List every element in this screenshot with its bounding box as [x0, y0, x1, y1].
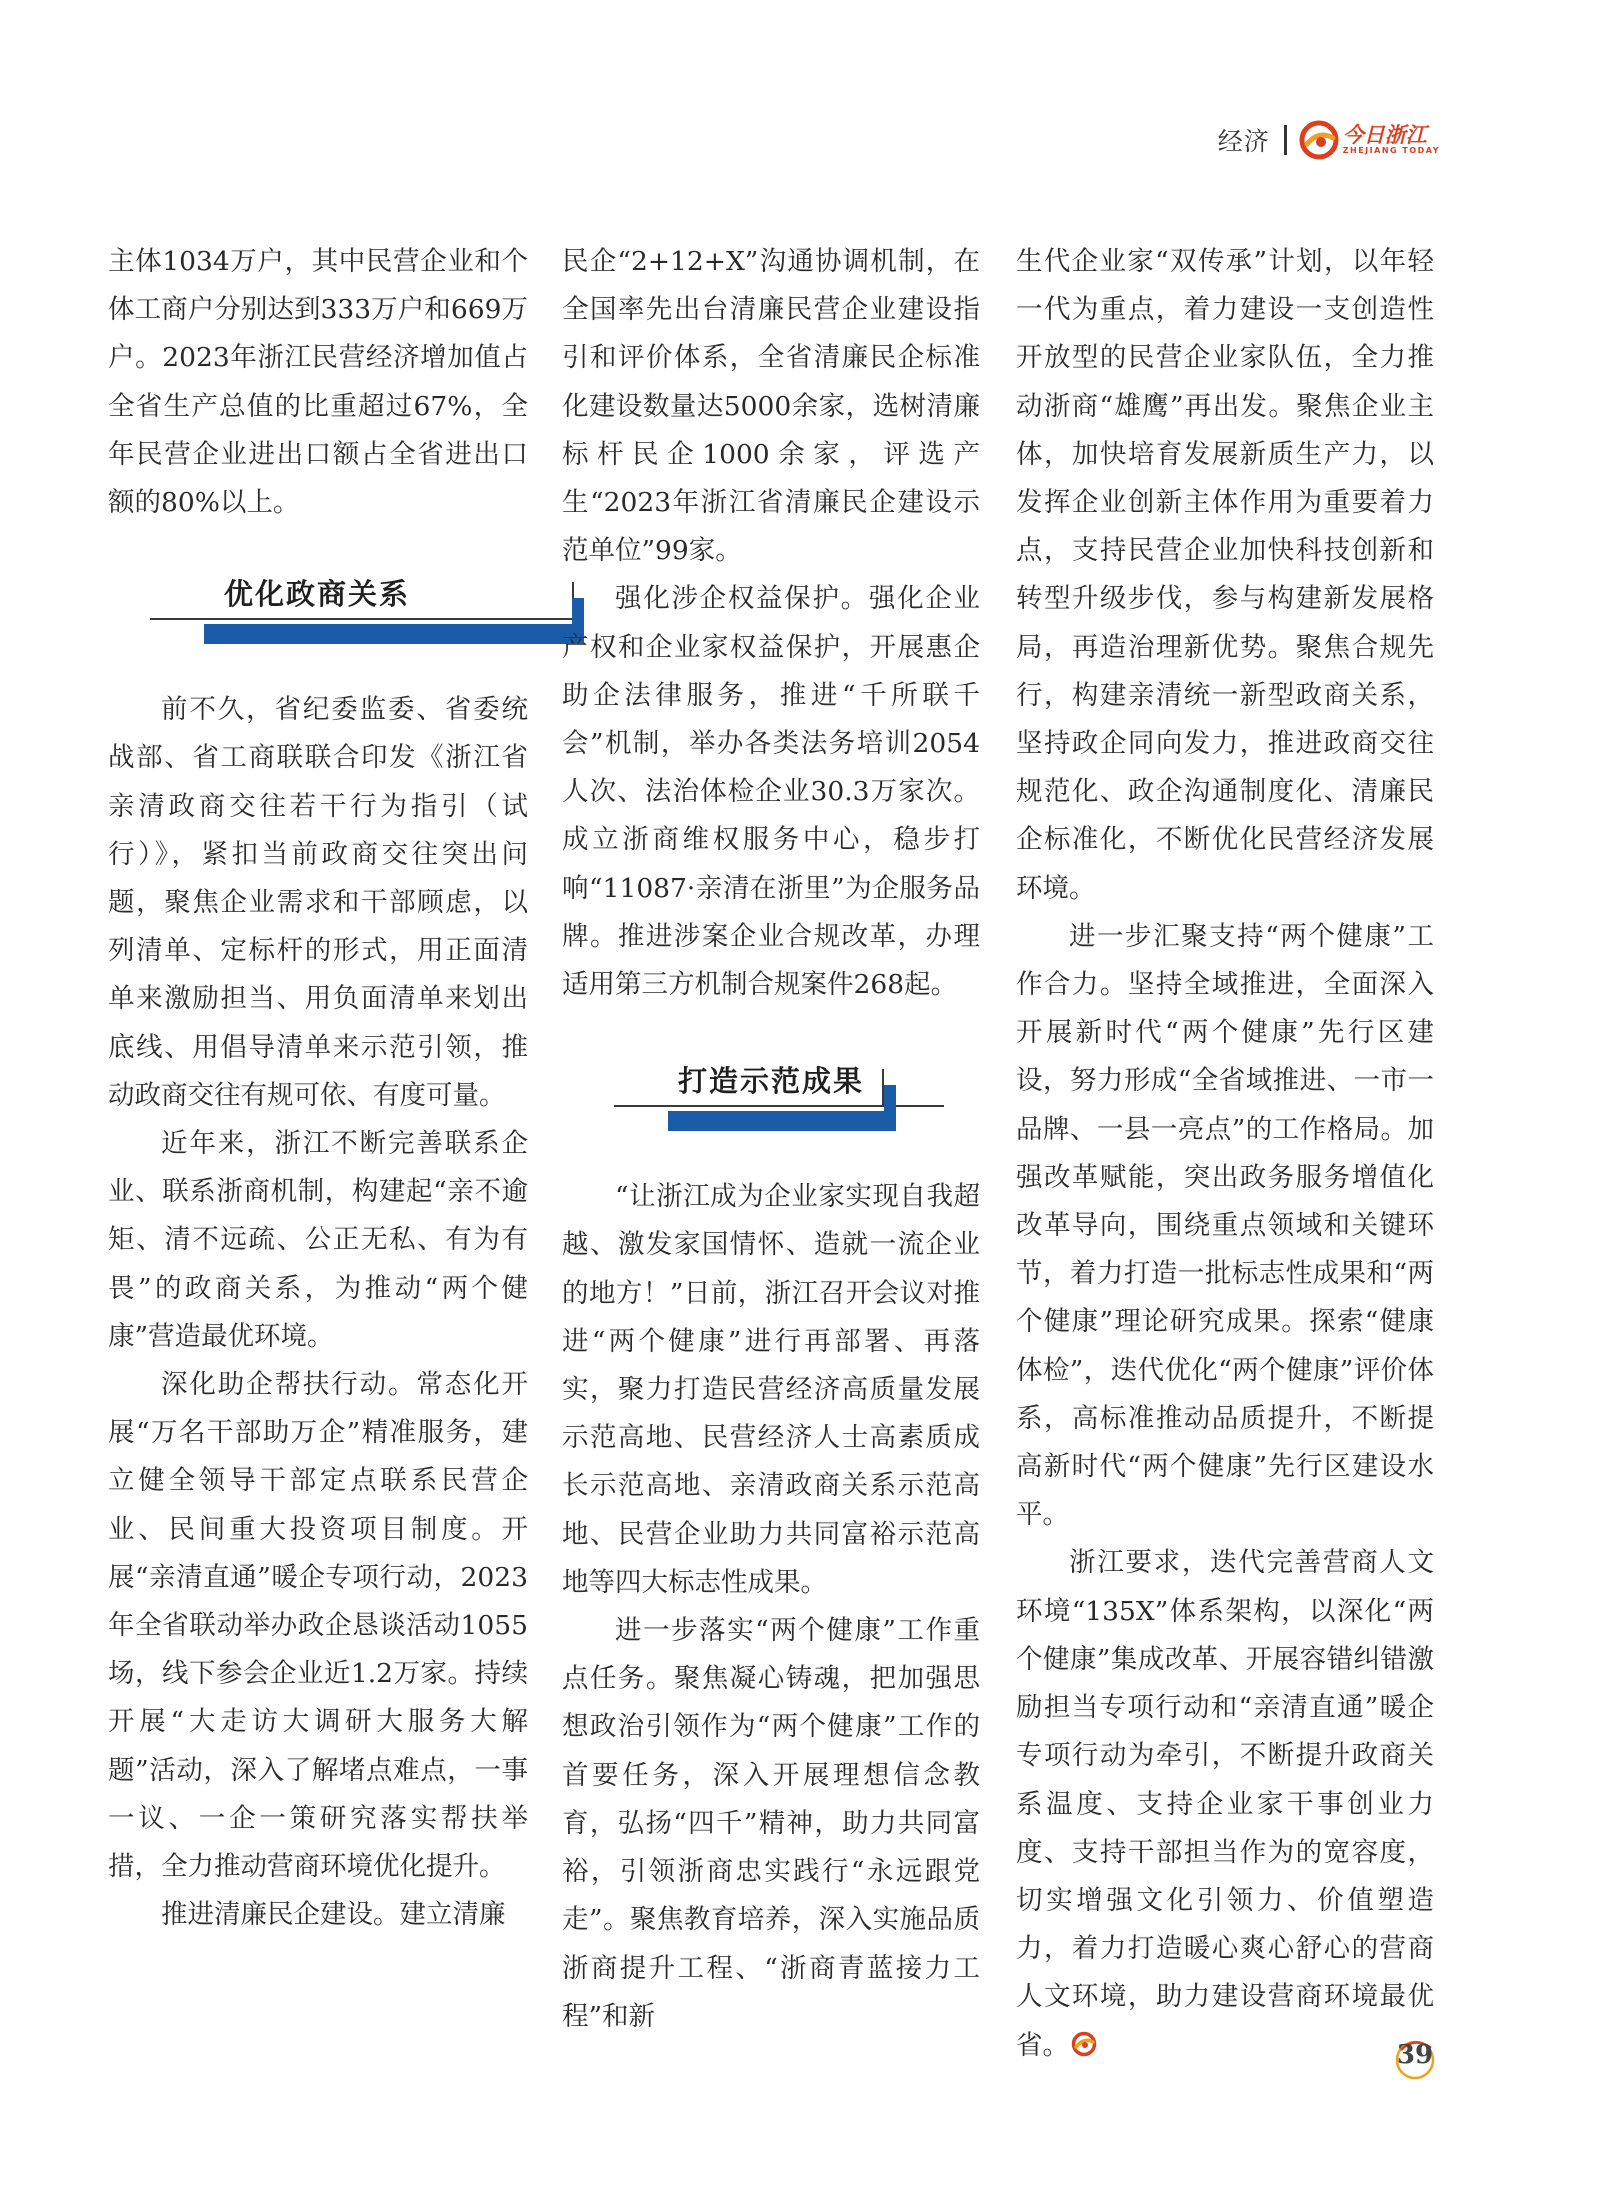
end-mark-icon — [1071, 2031, 1097, 2057]
section-heading-2 — [562, 1061, 980, 1133]
article-column-2 — [562, 238, 980, 2041]
heading-title: 打造示范成果 — [678, 1064, 865, 1099]
heading-accent-bar — [668, 1111, 896, 1131]
page-number-text: 39 — [1396, 2040, 1434, 2070]
paragraph: “让浙江成为企业家实现自我超越、激发家国情怀、造就一流企业的地方！”日前，浙江召开会议对推进“两个健康”进行再部署、再落实，聚力打造民营经济高质量发展示范高地、民营经济人士高素质成长示范高地、亲清政商关系示范高地、民营企业助力共同富裕示范高地等四大标志性成果。 — [562, 1181, 980, 1598]
paragraph: 推进清廉民企建设。建立清廉 — [161, 1899, 506, 1931]
article-column-1 — [108, 238, 528, 1940]
paragraph: 进一步落实“两个健康”工作重点任务。聚焦凝心铸魂，把加强思想政治引领作为“两个健康”工作的首要任务，深入开展理想信念教育，弘扬“四千”精神，助力共同富裕，引领浙商忠实践行“永远跟党走”。聚焦教育培养，深入实施品质浙商提升工程、“浙商青蓝接力工程”和新 — [562, 1615, 980, 2032]
paragraph: 主体1034万户，其中民营企业和个体工商户分别达到333万户和669万户。2023年浙江民营经济增加值占全省生产总值的比重超过67%，全年民营企业进出口额占全省进出口额的80%以上。 — [108, 246, 528, 519]
paragraph: 民企“2+12+X”沟通协调机制，在全国率先出台清廉民营企业建设指引和评价体系，全省清廉民企标准化建设数量达5000余家，选树清廉标杆民企1000余家，评选产生“2023年浙江省清廉民企建设示范单位”99家。 — [562, 246, 980, 567]
section-label: 经济 — [1217, 127, 1270, 156]
paragraph: 近年来，浙江不断完善联系企业、联系浙商机制，构建起“亲不逾矩、清不远疏、公正无私、有为有畏”的政商关系，为推动“两个健康”营造最优环境。 — [108, 1128, 528, 1352]
header-divider — [1284, 125, 1287, 155]
magazine-logo — [1299, 120, 1440, 160]
logo-chinese-name: 今日浙江 — [1342, 122, 1427, 147]
logo-text — [1343, 124, 1440, 156]
paragraph — [1016, 1539, 1434, 2069]
paragraph: 生代企业家“双传承”计划，以年轻一代为重点，着力建设一支创造性开放型的民营企业家队伍，全力推动浙商“雄鹰”再出发。聚焦企业主体，加快培育发展新质生产力，以发挥企业创新主体作用为重要着力点，支持民营企业加快科技创新和转型升级步伐，参与构建新发展格局，再造治理新优势。聚焦合规先行，构建亲清统一新型政商关系，坚持政企同向发力，推进政商交往规范化、政企沟通制度化、清廉民企标准化，不断优化民营经济发展环境。 — [1016, 246, 1434, 904]
page-header — [1218, 118, 1440, 162]
heading-accent-bar-vertical — [884, 1085, 896, 1131]
article-column-3 — [1016, 238, 1434, 2070]
paragraph: 深化助企帮扶行动。常态化开展“万名干部助万企”精准服务，建立健全领导干部定点联系民营企业、民间重大投资项目制度。开展“亲清直通”暖企专项行动，2023年全省联动举办政企恳谈活动1055场，线下参会企业近1.2万家。持续开展“大走访大调研大服务大解题”活动，深入了解堵点难点，一事一议、一企一策研究落实帮扶举措，全力推动营商环境优化提升。 — [108, 1369, 528, 1883]
paragraph-text: 浙江要求，迭代完善营商人文环境“135X”体系架构，以深化“两个健康”集成改革、开展容错纠错激励担当专项行动和“亲清直通”暖企专项行动为牵引，不断提升政商关系温度、支持企业家干事创业力度、支持干部担当作为的宽容度，切实增强文化引领力、价值塑造力，着力打造暖心爽心舒心的营商人文环境，助力建设营商环境最优省。 — [1016, 1547, 1434, 2061]
page-number — [1393, 2036, 1437, 2080]
paragraph: 进一步汇聚支持“两个健康”工作合力。坚持全域推进，全面深入开展新时代“两个健康”先行区建设，努力形成“全省域推进、一市一品牌、一县一亮点”的工作格局。加强改革赋能，突出政务服务增值化改革导向，围绕重点领域和关键环节，着力打造一批标志性成果和“两个健康”理论研究成果。探索“健康体检”，迭代优化“两个健康”评价体系，高标准推动品质提升，不断提高新时代“两个健康”先行区建设水平。 — [1016, 920, 1434, 1531]
heading-accent-bar — [204, 624, 584, 644]
paragraph: 前不久，省纪委监委、省委统战部、省工商联联合印发《浙江省亲清政商交往若干行为指引（试行）》，紧扣当前政商交往突出问题，聚焦企业需求和干部顾虑，以列清单、定标杆的形式，用正面清单来激励担当、用负面清单来划出底线、用倡导清单来示范引领，推动政商交往有规可依、有度可量。 — [108, 694, 528, 1111]
heading-title: 优化政商关系 — [224, 577, 411, 612]
section-heading-1 — [108, 574, 528, 646]
heading-rule — [150, 618, 574, 620]
paragraph: 强化涉企权益保护。强化企业产权和企业家权益保护，开展惠企助企法律服务，推进“千所联千会”机制，举办各类法务培训2054人次、法治体检企业30.3万家次。成立浙商维权服务中心，稳步打响“11087·亲清在浙里”为企服务品牌。推进涉案企业合规改革，办理适用第三方机制合规案件268起。 — [562, 583, 980, 1001]
logo-mark-icon — [1299, 120, 1339, 160]
logo-english-name: ZHEJIANG TODAY — [1342, 146, 1440, 155]
